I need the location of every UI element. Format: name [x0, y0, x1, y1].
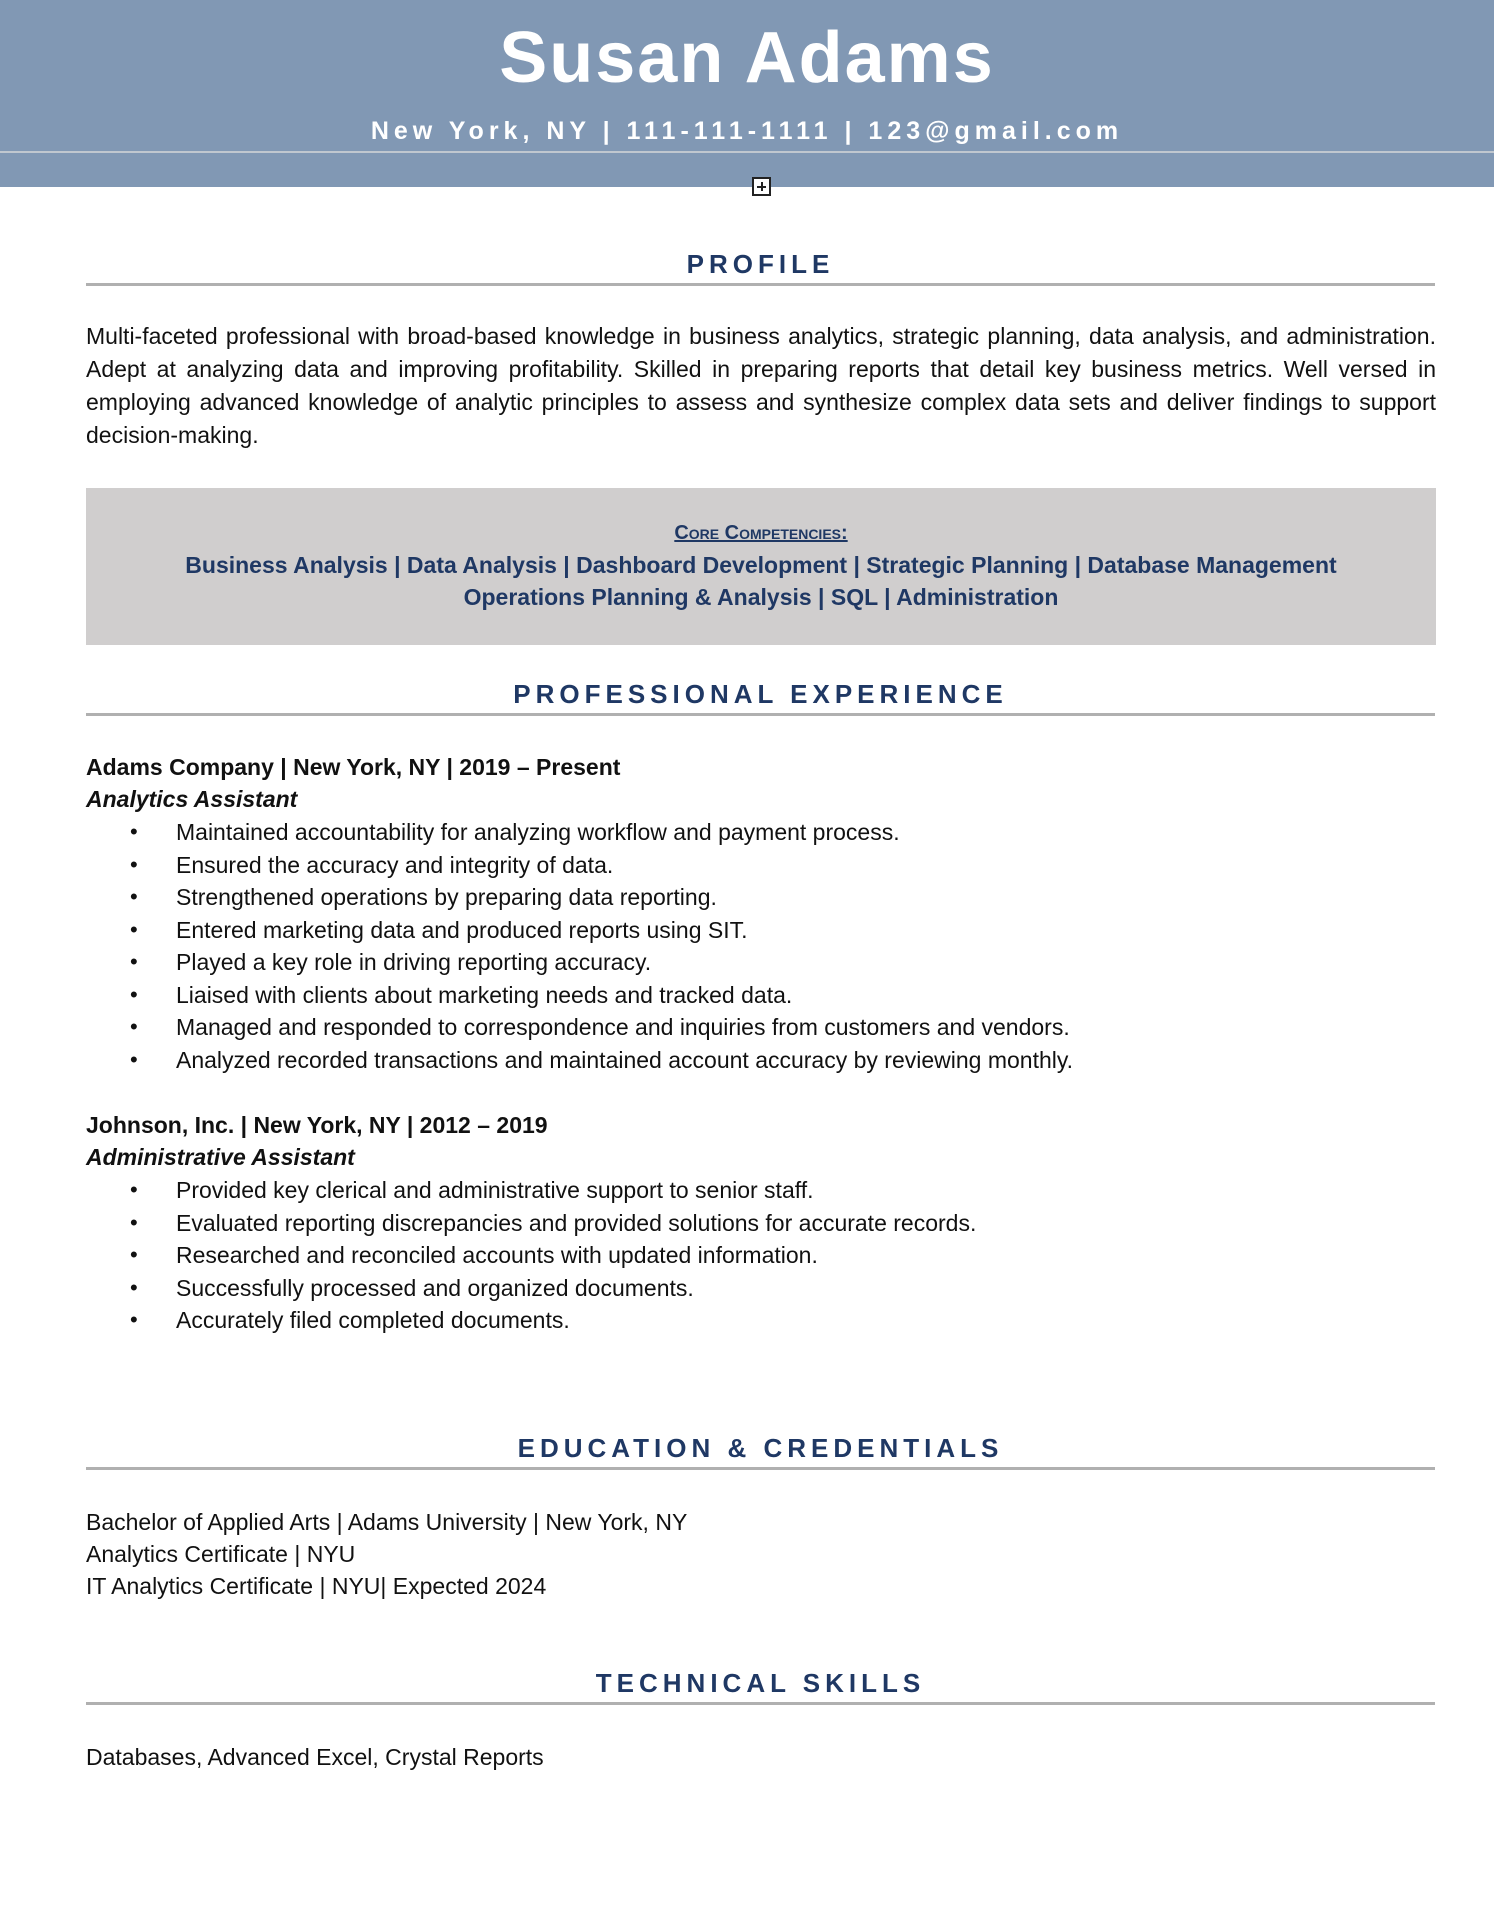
- bullet-icon: •: [130, 1014, 138, 1039]
- list-item: • Successfully processed and organized documents.: [86, 1272, 1386, 1305]
- list-item: • Strengthened operations by preparing data reporting.: [86, 881, 1386, 914]
- education-heading: EDUCATION & CREDENTIALS: [517, 1433, 1004, 1463]
- core-competencies-title: Core Competencies:: [674, 522, 848, 544]
- list-item: • Liaised with clients about marketing needs and tracked data.: [86, 979, 1386, 1012]
- bullet-icon: •: [130, 1046, 138, 1072]
- bullet-icon: •: [130, 916, 138, 942]
- list-item: • Entered marketing data and produced reports using SIT.: [86, 914, 1386, 947]
- technical-skills-rule: [86, 1702, 1435, 1705]
- contact-line: New York, NY | 111-111-1111 | 123@gmail.com: [370, 117, 1124, 145]
- job-heading-johnson: Johnson, Inc. | New York, NY | 2012 – 2019: [86, 1112, 548, 1138]
- technical-skills-heading: TECHNICAL SKILLS: [595, 1668, 926, 1698]
- job-role-johnson: Administrative Assistant: [86, 1144, 355, 1170]
- job-heading-adams: Adams Company | New York, NY | 2019 – Present: [86, 754, 621, 780]
- experience-heading: PROFESSIONAL EXPERIENCE: [513, 679, 1008, 709]
- list-item: • Maintained accountability for analyzing workflow and payment process.: [86, 816, 1386, 849]
- bullet-icon: •: [130, 1242, 138, 1267]
- core-competencies-box: [86, 488, 1436, 645]
- list-item: • Researched and reconciled accounts with updated information.: [86, 1239, 1386, 1272]
- list-item: • Played a key role in driving reporting accuracy.: [86, 946, 1386, 979]
- bullet-icon: •: [130, 949, 138, 974]
- list-item: • Analyzed recorded transactions and maintained account accuracy by reviewing monthly.: [86, 1044, 1386, 1077]
- technical-skills-text: Databases, Advanced Excel, Crystal Reports: [86, 1744, 544, 1770]
- list-item: • Ensured the accuracy and integrity of data.: [86, 849, 1386, 882]
- list-item: • Provided key clerical and administrative support to senior staff.: [86, 1174, 1386, 1207]
- bullet-icon: •: [130, 851, 138, 877]
- education-item: Analytics Certificate | NYU: [86, 1541, 356, 1567]
- bullet-icon: •: [130, 1209, 138, 1235]
- bullet-icon: •: [130, 819, 138, 844]
- header-divider: [0, 151, 1494, 153]
- job-bullets-johnson: [86, 1174, 1386, 1337]
- competencies-line-1: Business Analysis | Data Analysis | Dashboard Development | Strategic Planning | Database Management: [185, 552, 1337, 578]
- job-role-adams: Analytics Assistant: [86, 786, 298, 812]
- job-bullets-adams: [86, 816, 1386, 1076]
- bullet-icon: •: [130, 981, 138, 1007]
- list-item: • Accurately filed completed documents.: [86, 1304, 1386, 1337]
- table-move-handle-icon[interactable]: [752, 177, 771, 196]
- profile-heading: PROFILE: [686, 249, 835, 279]
- profile-summary: Multi-faceted professional with broad-based knowledge in business analytics, strategic planning, data analysis, and administration. Adept at analyzing data and improving profitability. Skilled in preparing reports that detail key business metrics. Well versed in employing advanced knowledge of analytic principles to assess and synthesize complex data sets and deliver findings to support decision-making.: [86, 323, 1436, 448]
- bullet-icon: •: [130, 1177, 138, 1202]
- bullet-icon: •: [130, 1307, 138, 1332]
- bullet-icon: •: [130, 1274, 138, 1300]
- education-rule: [86, 1467, 1435, 1470]
- bullet-icon: •: [130, 884, 138, 909]
- education-item: IT Analytics Certificate | NYU| Expected 2024: [86, 1573, 547, 1599]
- education-item: Bachelor of Applied Arts | Adams University | New York, NY: [86, 1509, 688, 1535]
- experience-rule: [86, 713, 1435, 716]
- competencies-line-2: Operations Planning & Analysis | SQL | Administration: [463, 584, 1059, 610]
- list-item: • Managed and responded to correspondence and inquiries from customers and vendors.: [86, 1011, 1386, 1044]
- header-banner: [0, 0, 1494, 187]
- list-item: • Evaluated reporting discrepancies and provided solutions for accurate records.: [86, 1207, 1386, 1240]
- profile-rule: [86, 283, 1435, 286]
- candidate-name: Susan Adams: [499, 18, 995, 98]
